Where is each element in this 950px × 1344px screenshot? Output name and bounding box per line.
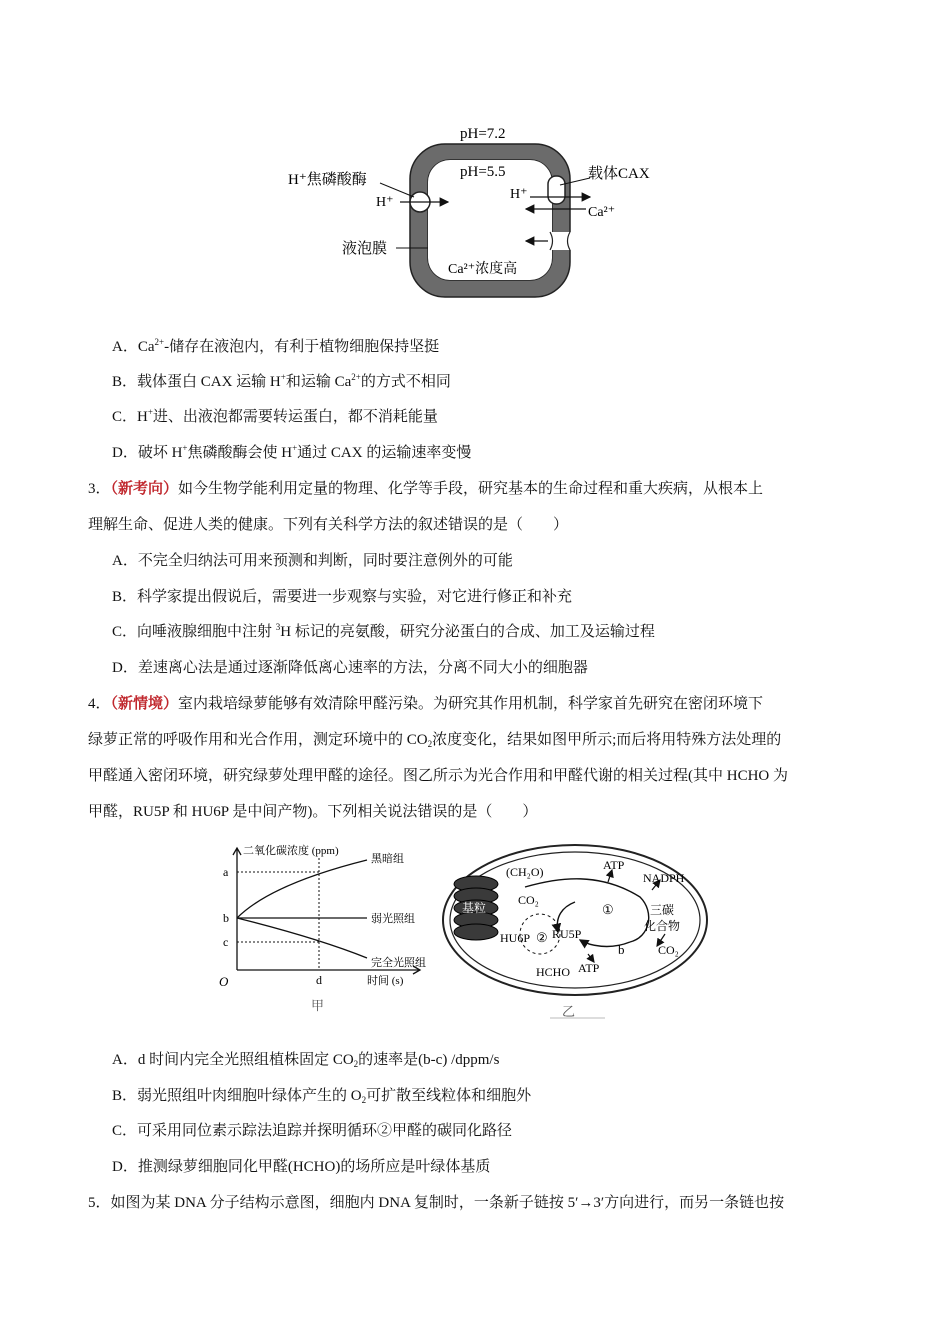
- pump-label: H⁺焦磷酸酶: [288, 172, 367, 188]
- chloroplast-diagram: [440, 842, 715, 1022]
- q3-stem-line2: 理解生命、促进人类的健康。下列有关科学方法的叙述错误的是（ ）: [88, 517, 569, 533]
- q4-option-b: B．弱光照组叶肉细胞叶绿体产生的 $O_2$可扩散至线粒体和细胞外: [112, 1088, 532, 1105]
- carrier-label: 载体CAX: [588, 166, 650, 182]
- y-axis-label: 二氧化碳浓度 (ppm): [243, 845, 339, 857]
- q4-stem-line1: 4．（新情境）室内栽培绿萝能够有效清除甲醛污染。为研究其作用机制，科学家首先研究在密闭环境下: [88, 696, 764, 712]
- b-label: b: [618, 942, 625, 957]
- q3-option-b: B．科学家提出假说后，需要进一步观察与实验，对它进行修正和补充: [112, 589, 573, 605]
- y-tick-a: a: [223, 865, 229, 879]
- q4-stem-line2: 绿萝正常的呼吸作用和光合作用，测定环境中的 $CO_2$浓度变化，结果如图甲所示;而后将用特殊方法处理的: [88, 732, 782, 749]
- figure-jia-caption: 甲: [311, 998, 325, 1013]
- series-label-1: 黑暗组: [371, 853, 404, 865]
- x-axis-label: 时间 (s): [367, 975, 404, 987]
- y-tick-c: c: [223, 935, 229, 949]
- q4-tag: （新情境）: [110, 696, 179, 712]
- grana-label: 基粒: [462, 901, 487, 915]
- origin-label: O: [219, 974, 229, 989]
- q3-tag: （新考向）: [110, 481, 179, 497]
- q4-stem-line4: 甲醛，RU5P 和 HU6P 是中间产物)。下列相关说法错误的是（ ）: [88, 804, 538, 820]
- ru5p-label: RU5P: [552, 927, 582, 941]
- series-label-2: 弱光照组: [371, 913, 415, 925]
- vacuole-diagram: [280, 118, 680, 308]
- co2-concentration-chart: [215, 838, 440, 1023]
- q4-option-a: A．d 时间内完全光照组植株固定 $CO_2$的速率是(b-c) /dppm/s: [112, 1052, 500, 1069]
- series-label-3: 完全光照组: [371, 957, 426, 969]
- ph-outer-label: pH=7.2: [460, 126, 506, 142]
- atp-bottom-label: ATP: [578, 961, 600, 975]
- y-tick-b: b: [223, 911, 229, 925]
- ca-conc-label: Ca²⁺浓度高: [448, 262, 518, 277]
- q2-option-a: A．$Ca^{2+}-$储存在液泡内，有利于植物细胞保持坚挺: [112, 337, 440, 355]
- co2-left-label: CO₂: [518, 893, 539, 907]
- cycle2-label: ②: [536, 930, 548, 945]
- q4-option-c: C．可采用同位素示踪法追踪并探明循环②甲醛的碳同化路径: [112, 1123, 513, 1139]
- membrane-label: 液泡膜: [342, 241, 388, 257]
- h-right-label: H⁺: [510, 187, 528, 202]
- q3-option-c: C．向唾液腺细胞中注射 $^3$H 标记的亮氨酸，研究分泌蛋白的合成、加工及运输过程: [112, 622, 655, 640]
- series-line-1: [237, 860, 367, 918]
- q2-option-c: C．H+进、出液泡都需要转运蛋白，都不消耗能量: [112, 407, 438, 425]
- q2-option-d: D．破坏 H+焦磷酸酶会使 H+通过 CAX 的运输速率变慢: [112, 443, 472, 461]
- ch2o-label: (CH₂O): [506, 865, 544, 879]
- q3-option-d: D．差速离心法是通过逐渐降低离心速率的方法，分离不同大小的细胞器: [112, 660, 588, 676]
- nadph-label: NADPH: [643, 871, 685, 885]
- hu6p-label: HU6P: [500, 931, 531, 945]
- q4-stem-line3: 甲醛通入密闭环境，研究绿萝处理甲醛的途径。图乙所示为光合作用和甲醛代谢的相关过程(其中 HCHO 为: [88, 768, 789, 784]
- three-carbon-label-2: 化合物: [644, 919, 681, 933]
- q3-stem-line1: 3．（新考向）如今生物学能利用定量的物理、化学等手段，研究基本的生命过程和重大疾病，从根本上: [88, 481, 764, 497]
- co2-right-label: CO₂: [658, 943, 679, 957]
- carrier-oval: [548, 176, 565, 204]
- atp-top-label: ATP: [603, 858, 625, 872]
- q2-option-b: B．载体蛋白 CAX 运输 H+和运输 $Ca^{2+}$的方式不相同: [112, 372, 451, 390]
- ph-inner-label: pH=5.5: [460, 164, 506, 180]
- series-line-3: [237, 918, 367, 958]
- hcho-label: HCHO: [536, 965, 571, 979]
- ca-right-label: Ca²⁺: [588, 205, 616, 220]
- cycle1-label: ①: [602, 902, 614, 917]
- x-tick-d: d: [316, 973, 322, 987]
- q4-option-d: D．推测绿萝细胞同化甲醛(HCHO)的场所应是叶绿体基质: [112, 1159, 491, 1175]
- q5-stem-line1: 5．如图为某 DNA 分子结构示意图，细胞内 DNA 复制时，一条新子链按 5′→3′方向进行，而另一条链也按: [88, 1195, 785, 1211]
- figure-yi-caption: 乙: [562, 1004, 576, 1019]
- three-carbon-label-1: 三碳: [650, 903, 675, 917]
- h-left-label: H⁺: [376, 195, 394, 210]
- q3-option-a: A．不完全归纳法可用来预测和判断，同时要注意例外的可能: [112, 553, 513, 569]
